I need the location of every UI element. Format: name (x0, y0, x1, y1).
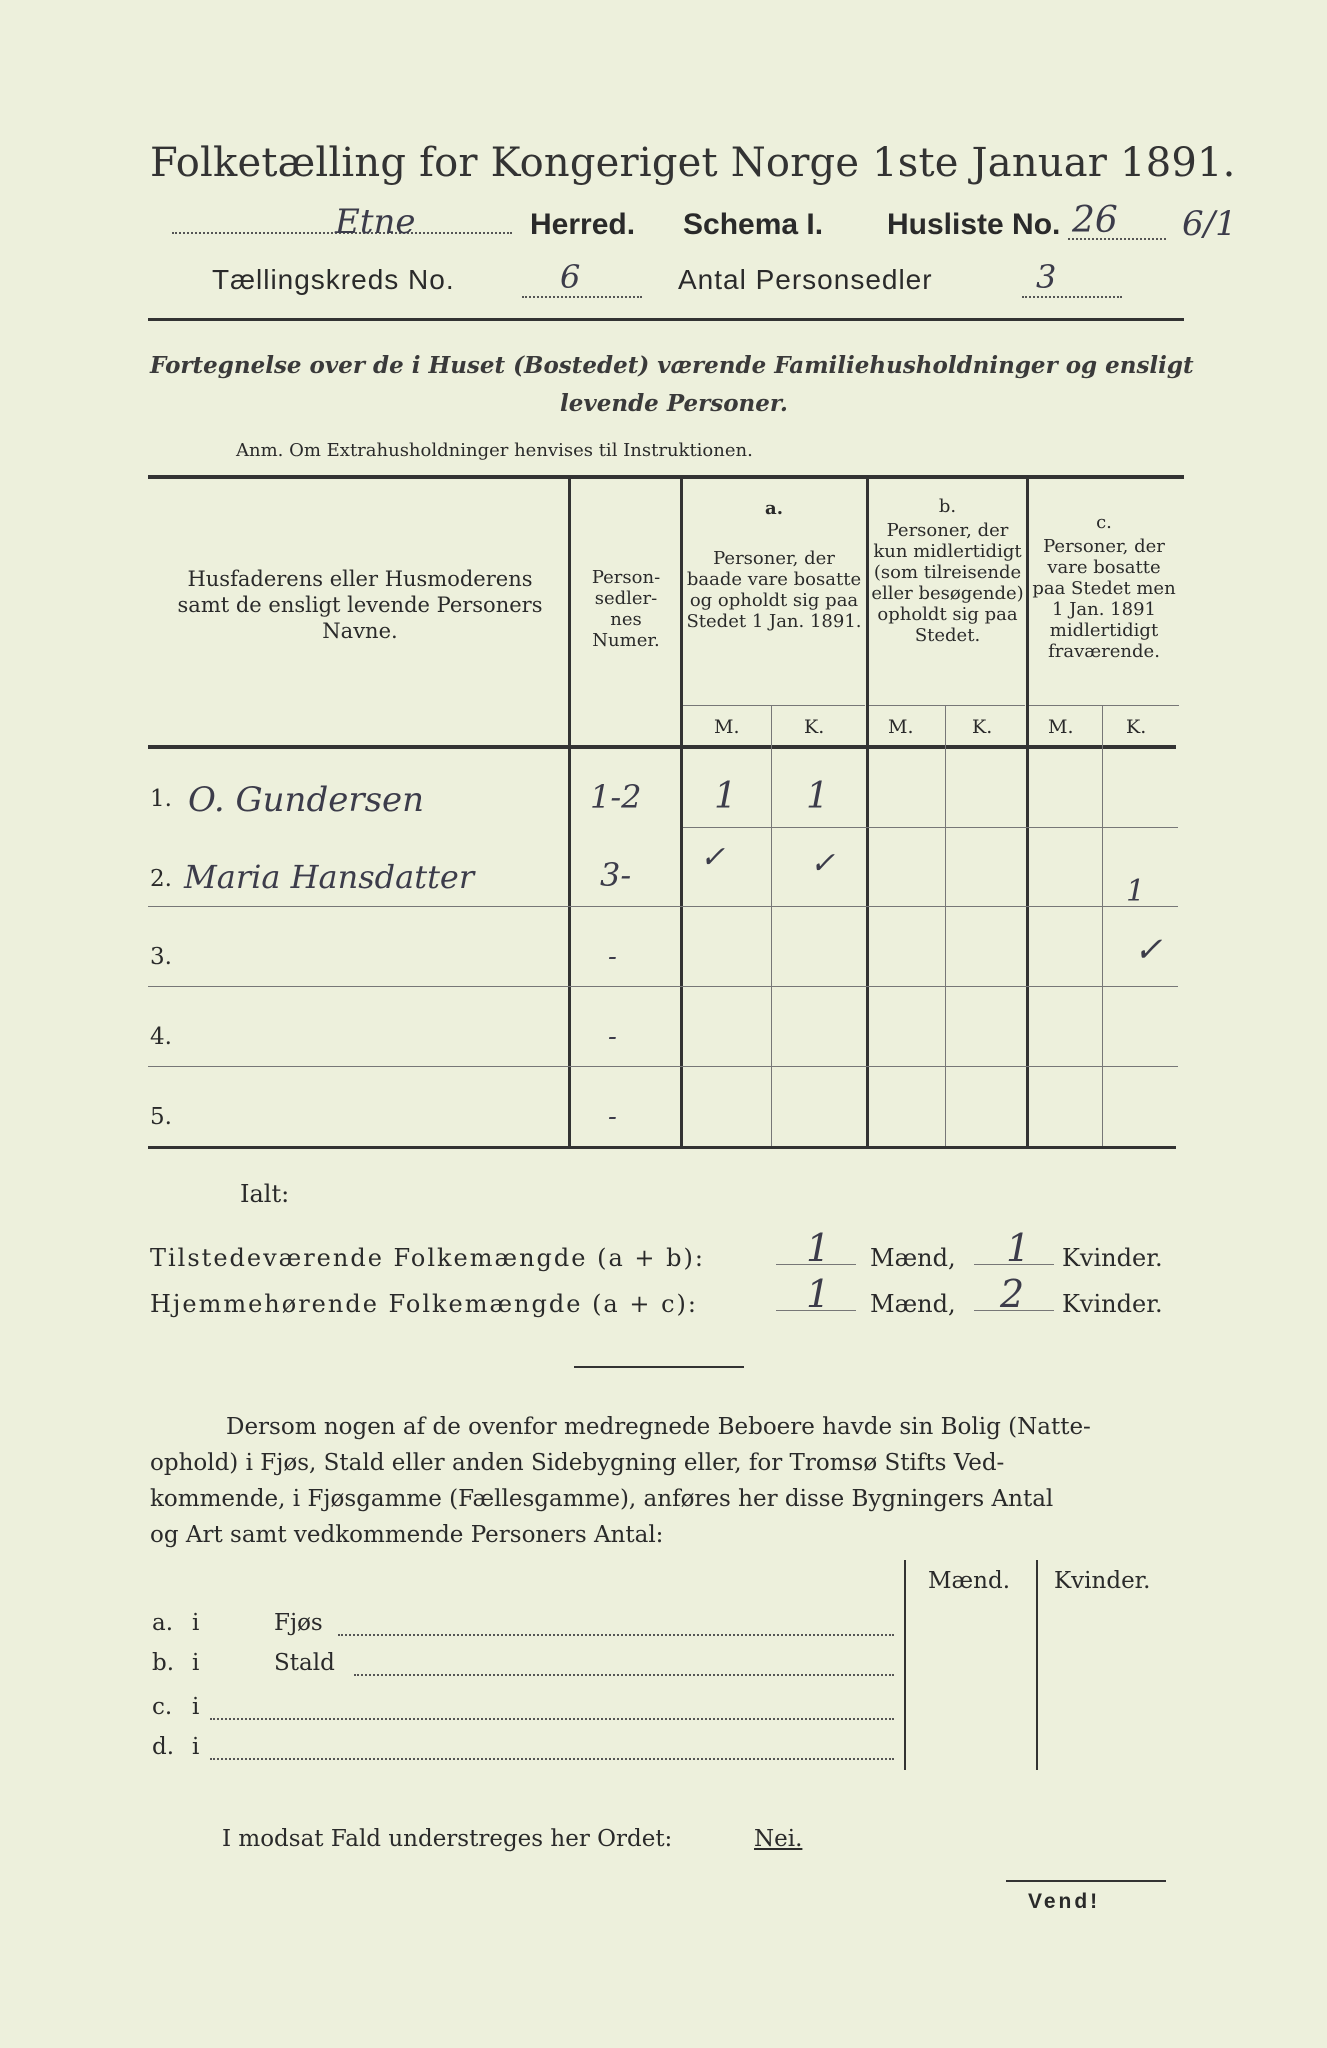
form-title: Folketælling for Kongeriget Norge 1ste Januar 1891. (150, 140, 1236, 186)
schema-label: Schema I. (683, 208, 824, 241)
buildings-maend: Mænd. (928, 1568, 1011, 1594)
col-c-m: M. (1048, 716, 1074, 738)
col-a-m: M. (714, 716, 740, 738)
col-divider-a-mk (771, 706, 772, 1146)
row-rule-4 (148, 1066, 1178, 1067)
building-i-c: i (192, 1694, 200, 1720)
col-header-c-letter: c. (1096, 512, 1112, 533)
building-dots-c (210, 1718, 894, 1720)
table-row-num: - (608, 942, 617, 972)
col-b-m: M. (888, 716, 914, 738)
vend-text: Vend! (1028, 1890, 1101, 1913)
total-line1-label: Tilstedeværende Folkemængde (a + b): (150, 1244, 705, 1272)
building-label-a: Fjøs (274, 1610, 323, 1636)
table-row-number: 1. (150, 786, 172, 812)
a-sub-rule (683, 705, 865, 706)
kreds-dots (522, 296, 642, 298)
building-i-b: i (192, 1650, 200, 1676)
building-label-b: Stald (274, 1650, 335, 1676)
total-line2-maend: Mænd, (870, 1290, 956, 1318)
col-header-name: Husfaderens eller Husmoderens samt de ensligt levende Personers Navne. (177, 567, 543, 643)
table-row-num: 1-2 (590, 778, 642, 816)
nei-word: Nei. (754, 1826, 803, 1852)
table-row-number: 2. (150, 866, 172, 892)
total-line1-k: 1 (1006, 1226, 1031, 1270)
c-sub-rule (1029, 705, 1179, 706)
col-header-a: Personer, der baade vare bosatte og opholdt sig paa Stedet 1 Jan. 1891. (686, 548, 862, 632)
row-rule-2 (148, 906, 1178, 907)
table-row-number: 5. (150, 1104, 172, 1130)
col-header-num: Person-sedler-nes Numer. (591, 567, 661, 651)
table-row-a-k: ✓ (810, 846, 836, 881)
building-letter-d: d. (152, 1734, 175, 1760)
separator (574, 1366, 744, 1368)
total-line1-kvinder: Kvinder. (1062, 1244, 1163, 1272)
buildings-kvinder: Kvinder. (1054, 1568, 1151, 1594)
building-letter-c: c. (152, 1694, 173, 1720)
table-row-num: - (608, 1022, 617, 1052)
building-letter-b: b. (152, 1650, 175, 1676)
col-header-a-letter: a. (765, 498, 783, 519)
table-row-name: Maria Hansdatter (184, 858, 475, 896)
table-row-a-k: 1 (806, 776, 829, 817)
building-dots-b (354, 1674, 894, 1676)
table-row-num: 3- (600, 856, 632, 894)
total-line2-k: 2 (1000, 1272, 1025, 1316)
row-rule-1 (683, 827, 1178, 828)
col-header-c: Personer, der vare bosatte paa Stedet men 1 Jan. 1891 midlertidigt fraværende. (1032, 536, 1176, 662)
antal-value: 3 (1036, 258, 1057, 296)
col-header-b-letter: b. (938, 496, 957, 517)
building-i-a: i (192, 1610, 200, 1636)
modsat-text: I modsat Fald understreges her Ordet: (222, 1826, 673, 1852)
table-row-number: 3. (150, 944, 172, 970)
herred-value: Etne (335, 202, 416, 242)
col-divider-a (866, 479, 869, 1147)
building-dots-a (338, 1634, 894, 1636)
vend-rule (1006, 1880, 1166, 1882)
building-dots-d (210, 1758, 894, 1760)
col-divider-c-mk (1102, 706, 1103, 1146)
kreds-value: 6 (560, 258, 581, 296)
husliste-label: Husliste No. (887, 208, 1061, 241)
col-divider-name (568, 479, 571, 1147)
total-line2-kvinder: Kvinder. (1062, 1290, 1163, 1318)
intro-line1: Fortegnelse over de i Huset (Bostedet) værende Familiehusholdninger og ensligt (150, 352, 1194, 379)
table-header-rule (148, 745, 1176, 749)
b-sub-rule (869, 705, 1025, 706)
paragraph-line1: Dersom nogen af de ovenfor medregnede Beboere havde sin Bolig (Natte- (226, 1414, 1091, 1440)
paragraph-line3: kommende, i Fjøsgamme (Fællesgamme), anføres her disse Bygningers Antal (150, 1486, 1054, 1512)
table-row-a-m: 1 (714, 776, 737, 817)
table-bottom-rule (148, 1146, 1176, 1149)
buildings-divider-2 (1036, 1560, 1038, 1770)
building-letter-a: a. (152, 1610, 174, 1636)
kreds-label: Tællingskreds No. (212, 264, 455, 295)
table-row-a-m: ✓ (700, 840, 726, 875)
col-divider-b-mk (945, 706, 946, 1146)
anm-note: Anm. Om Extrahusholdninger henvises til Instruktionen. (236, 440, 753, 461)
paragraph-line4: og Art samt vedkommende Personers Antal: (150, 1522, 664, 1548)
table-row-num: - (608, 1102, 617, 1132)
buildings-divider-1 (904, 1560, 906, 1770)
antal-label: Antal Personsedler (678, 264, 933, 295)
husliste-extra: 6/1 (1182, 204, 1237, 244)
total-line2-m: 1 (806, 1272, 831, 1316)
header-rule (148, 318, 1184, 321)
husliste-value: 26 (1072, 200, 1118, 241)
paragraph-line2: ophold) i Fjøs, Stald eller anden Sidebygning eller, for Tromsø Stifts Ved- (150, 1450, 1005, 1476)
col-divider-num (680, 479, 683, 1147)
table-row-name: O. Gundersen (188, 780, 425, 820)
col-b-k: K. (972, 716, 993, 738)
table-row-c-k: 1 (1126, 874, 1146, 909)
table-row-number: 4. (150, 1024, 172, 1050)
total-line1-m: 1 (806, 1226, 831, 1270)
row-rule-3 (148, 986, 1178, 987)
col-divider-b (1026, 479, 1029, 1147)
table-row-c-k: ✓ (1134, 930, 1163, 970)
col-header-b: Personer, der kun midlertidigt (som tilreisende eller besøgende) opholdt sig paa Stedet. (871, 520, 1024, 646)
herred-label: Herred. (530, 208, 636, 241)
intro-line2: levende Personer. (560, 390, 788, 417)
antal-dots (1022, 296, 1122, 298)
col-c-k: K. (1126, 716, 1147, 738)
ialt-label: Ialt: (240, 1180, 290, 1208)
col-a-k: K. (804, 716, 825, 738)
building-i-d: i (192, 1734, 200, 1760)
total-line2-label: Hjemmehørende Folkemængde (a + c): (150, 1290, 698, 1318)
total-line1-maend: Mænd, (870, 1244, 956, 1272)
